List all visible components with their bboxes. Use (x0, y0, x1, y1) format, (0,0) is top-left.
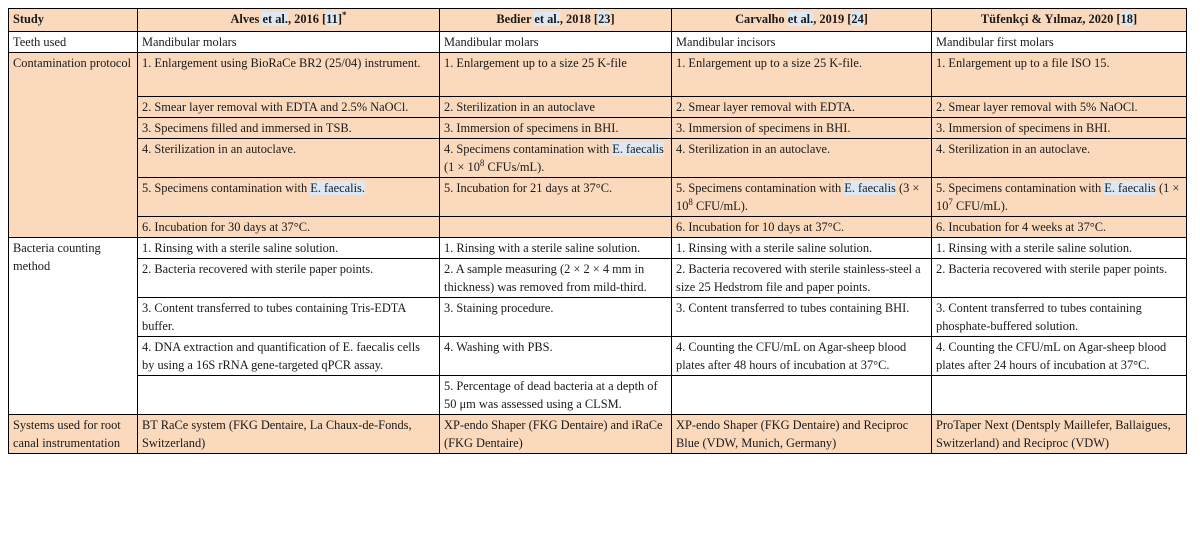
teeth-tufenkci: Mandibular first molars (932, 32, 1187, 53)
counting-bedier-4: 4. Washing with PBS. (440, 337, 672, 376)
contamination-bedier-2: 2. Sterilization in an autoclave (440, 97, 672, 118)
contamination-row-6 (9, 217, 1187, 238)
counting-bedier-1: 1. Rinsing with a sterile saline solution. (440, 238, 672, 259)
contamination-carvalho-6: 6. Incubation for 10 days at 37°C. (672, 217, 932, 238)
study-comparison-table (8, 8, 1187, 454)
teeth-alves: Mandibular molars (138, 32, 440, 53)
counting-row-4 (9, 337, 1187, 376)
counting-tufenkci-5 (932, 376, 1187, 415)
systems-carvalho: XP-endo Shaper (FKG Dentaire) and Reciproc Blue (VDW, Munich, Germany) (672, 415, 932, 454)
contamination-alves-1: 1. Enlargement using BioRaCe BR2 (25/04) instrument. (138, 53, 440, 97)
contamination-tufenkci-4: 4. Sterilization in an autoclave. (932, 139, 1187, 178)
counting-bedier-2: 2. A sample measuring (2 × 2 × 4 mm in thickness) was removed from mild-third. (440, 259, 672, 298)
counting-alves-3: 3. Content transferred to tubes containing Tris-EDTA buffer. (138, 298, 440, 337)
contamination-bedier-6 (440, 217, 672, 238)
contamination-carvalho-1: 1. Enlargement up to a size 25 K-file. (672, 53, 932, 97)
contamination-carvalho-2: 2. Smear layer removal with EDTA. (672, 97, 932, 118)
counting-row-5 (9, 376, 1187, 415)
contamination-tufenkci-3: 3. Immersion of specimens in BHI. (932, 118, 1187, 139)
contamination-bedier-1: 1. Enlargement up to a size 25 K-file (440, 53, 672, 97)
contamination-alves-2: 2. Smear layer removal with EDTA and 2.5% NaOCl. (138, 97, 440, 118)
systems-tufenkci: ProTaper Next (Dentsply Maillefer, Ballaigues, Switzerland) and Reciproc (VDW) (932, 415, 1187, 454)
comparison-table-page (8, 8, 1186, 454)
header-carvalho: Carvalho et al., 2019 [24] (672, 9, 932, 32)
counting-row-3 (9, 298, 1187, 337)
counting-alves-1: 1. Rinsing with a sterile saline solution. (138, 238, 440, 259)
counting-tufenkci-3: 3. Content transferred to tubes containing phosphate-buffered solution. (932, 298, 1187, 337)
counting-row-1 (9, 238, 1187, 259)
contamination-tufenkci-5: 5. Specimens contamination with E. faecalis ($1 \times 10^7$ CFU/mL). (932, 178, 1187, 217)
contamination-tufenkci-6: 6. Incubation for 4 weeks at 37°C. (932, 217, 1187, 238)
systems-row (9, 415, 1187, 454)
counting-label: Bacteria counting method (9, 238, 138, 415)
teeth-label: Teeth used (9, 32, 138, 53)
teeth-bedier: Mandibular molars (440, 32, 672, 53)
contamination-alves-3: 3. Specimens filled and immersed in TSB. (138, 118, 440, 139)
counting-carvalho-5 (672, 376, 932, 415)
header-study: Study (9, 9, 138, 32)
contamination-tufenkci-2: 2. Smear layer removal with 5% NaOCl. (932, 97, 1187, 118)
counting-tufenkci-4: 4. Counting the CFU/mL on Agar-sheep blood plates after 24 hours of incubation at 37°C. (932, 337, 1187, 376)
contamination-row-3 (9, 118, 1187, 139)
systems-bedier: XP-endo Shaper (FKG Dentaire) and iRaCe (FKG Dentaire) (440, 415, 672, 454)
contamination-bedier-4: 4. Specimens contamination with E. faecalis ($1 \times 10^8$ CFUs/mL). (440, 139, 672, 178)
contamination-alves-5: 5. Specimens contamination with E. faecalis. (138, 178, 440, 217)
contamination-alves-4: 4. Sterilization in an autoclave. (138, 139, 440, 178)
counting-carvalho-3: 3. Content transferred to tubes containing BHI. (672, 298, 932, 337)
contamination-carvalho-3: 3. Immersion of specimens in BHI. (672, 118, 932, 139)
contamination-bedier-5: 5. Incubation for 21 days at 37°C. (440, 178, 672, 217)
counting-bedier-5: 5. Percentage of dead bacteria at a depth of 50 μm was assessed using a CLSM. (440, 376, 672, 415)
contamination-tufenkci-1: 1. Enlargement up to a file ISO 15. (932, 53, 1187, 97)
header-row (9, 9, 1187, 32)
contamination-row-1 (9, 53, 1187, 97)
contamination-row-4 (9, 139, 1187, 178)
counting-tufenkci-2: 2. Bacteria recovered with sterile paper points. (932, 259, 1187, 298)
header-bedier: Bedier et al., 2018 [23] (440, 9, 672, 32)
header-tufenkci: Tüfenkçi & Yılmaz, 2020 [18] (932, 9, 1187, 32)
contamination-label: Contamination protocol (9, 53, 138, 238)
teeth-row (9, 32, 1187, 53)
header-alves: Alves et al., 2016 [11]* (138, 9, 440, 32)
counting-alves-4: 4. DNA extraction and quantification of E. faecalis cells by using a 16S rRNA gene-targeted qPCR assay. (138, 337, 440, 376)
counting-bedier-3: 3. Staining procedure. (440, 298, 672, 337)
contamination-carvalho-5: 5. Specimens contamination with E. faecalis ($3 \times 10^8$ CFU/mL). (672, 178, 932, 217)
systems-label: Systems used for root canal instrumentation (9, 415, 138, 454)
systems-alves: BT RaCe system (FKG Dentaire, La Chaux-de-Fonds, Switzerland) (138, 415, 440, 454)
counting-alves-2: 2. Bacteria recovered with sterile paper points. (138, 259, 440, 298)
contamination-alves-6: 6. Incubation for 30 days at 37°C. (138, 217, 440, 238)
contamination-row-2 (9, 97, 1187, 118)
counting-carvalho-1: 1. Rinsing with a sterile saline solution. (672, 238, 932, 259)
contamination-bedier-3: 3. Immersion of specimens in BHI. (440, 118, 672, 139)
counting-carvalho-4: 4. Counting the CFU/mL on Agar-sheep blood plates after 48 hours of incubation at 37°C. (672, 337, 932, 376)
teeth-carvalho: Mandibular incisors (672, 32, 932, 53)
contamination-carvalho-4: 4. Sterilization in an autoclave. (672, 139, 932, 178)
contamination-row-5 (9, 178, 1187, 217)
counting-row-2 (9, 259, 1187, 298)
counting-carvalho-2: 2. Bacteria recovered with sterile stainless-steel a size 25 Hedstrom file and paper points. (672, 259, 932, 298)
counting-alves-5 (138, 376, 440, 415)
counting-tufenkci-1: 1. Rinsing with a sterile saline solution. (932, 238, 1187, 259)
